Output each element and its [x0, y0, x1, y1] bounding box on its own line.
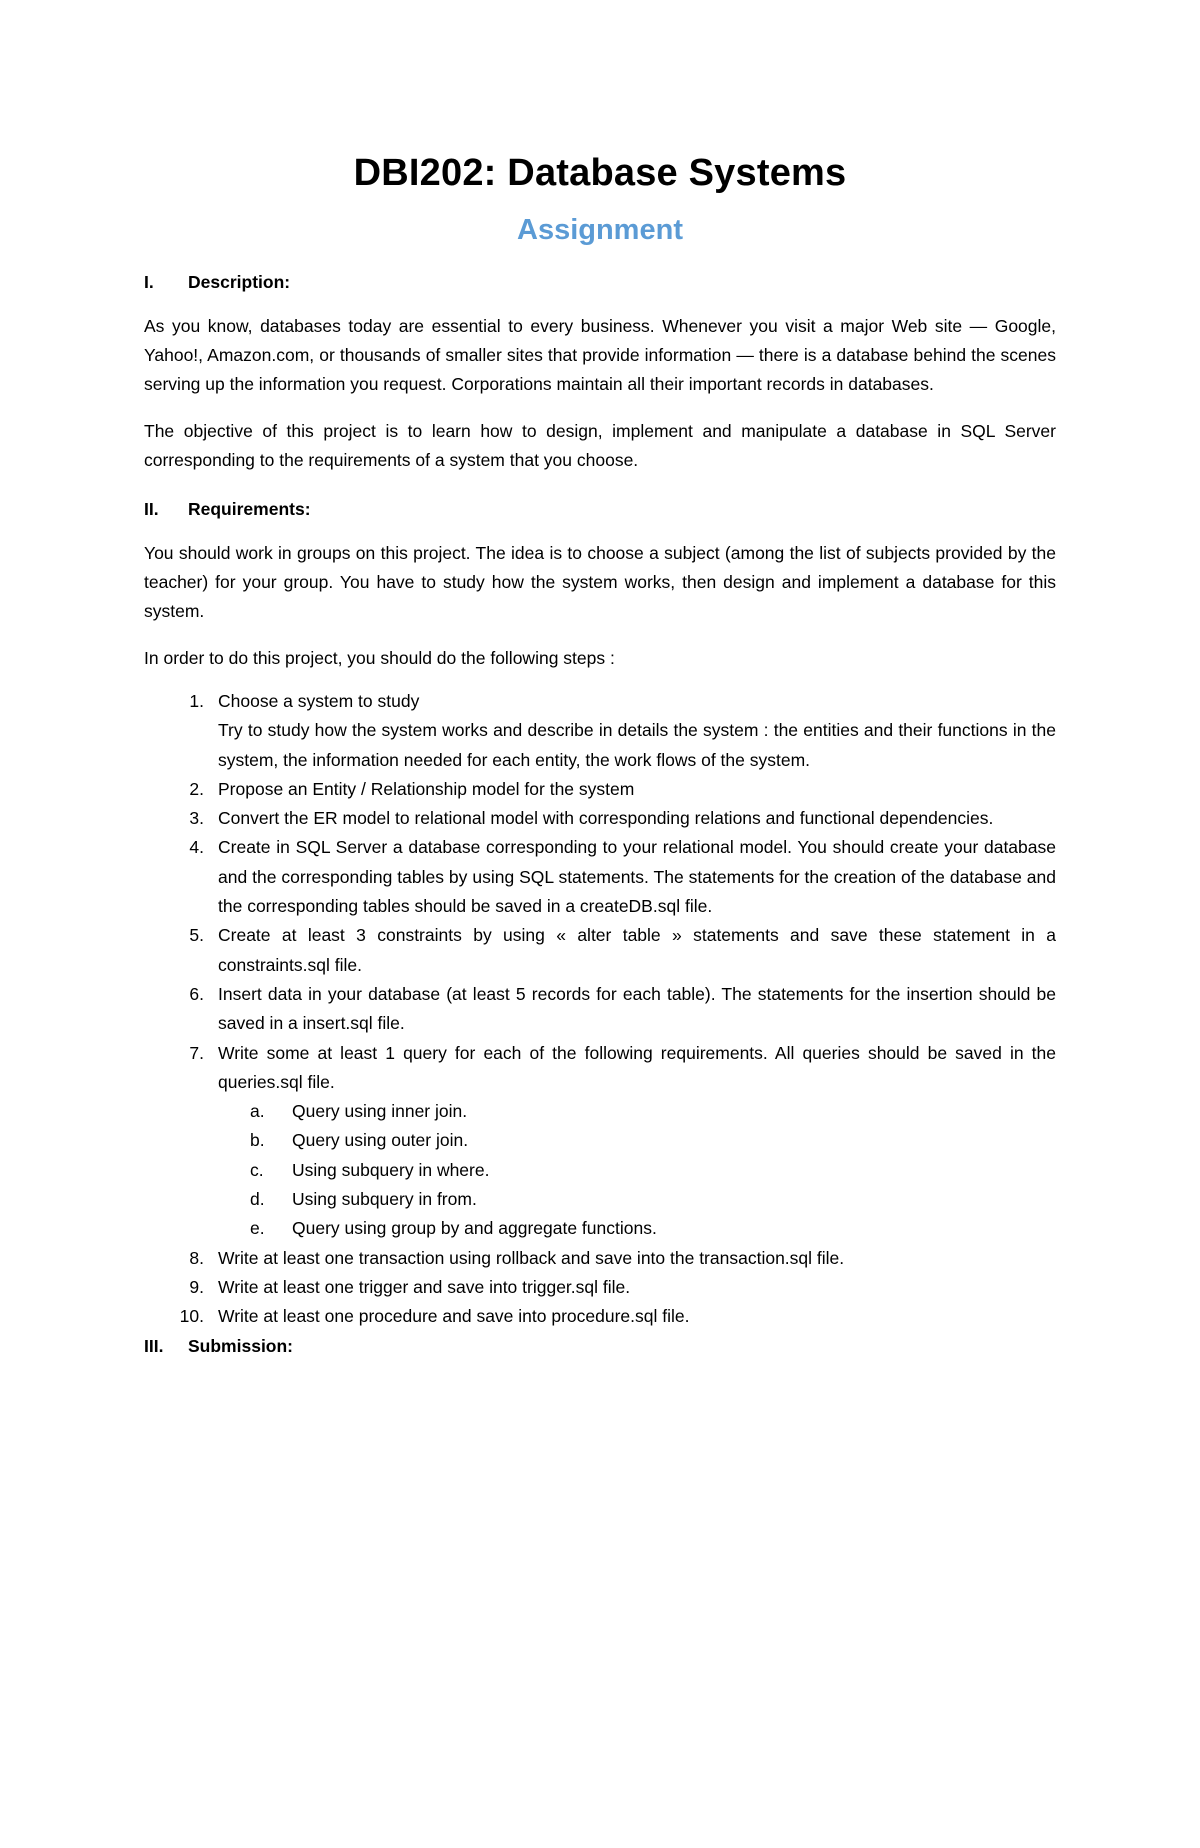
section-number: I.: [144, 272, 154, 292]
list-item-number: 10.: [179, 1306, 204, 1327]
list-item: [144, 1302, 1056, 1331]
sub-list-item: [218, 1214, 1056, 1243]
list-item-text: Write at least one transaction using rollback and save into the transaction.sql file.: [218, 1247, 845, 1268]
list-item-number: 3.: [189, 808, 204, 829]
list-item: [144, 833, 1056, 921]
sub-list-item-letter: d.: [250, 1189, 265, 1210]
sub-list-item: [218, 1156, 1056, 1185]
sub-list-item: [218, 1097, 1056, 1126]
list-item-detail: Try to study how the system works and describe in details the system : the entities and their functions in the system, the information needed for each entity, the work flows of the system.: [218, 720, 1056, 770]
sub-list-item-text: Query using outer join.: [292, 1130, 469, 1151]
requirements-paragraph-2: In order to do this project, you should do the following steps :: [144, 648, 615, 668]
list-item-number: 6.: [189, 983, 204, 1004]
list-item: [144, 775, 1056, 804]
document-title: DBI202: Database Systems: [353, 152, 847, 194]
list-item-number: 8.: [189, 1247, 204, 1268]
list-item-text: Propose an Entity / Relationship model for the system: [218, 778, 635, 799]
sub-list-item-text: Using subquery in where.: [292, 1159, 490, 1180]
list-item: [144, 1244, 1056, 1273]
sub-list-item: [218, 1126, 1056, 1155]
list-item: [144, 1039, 1056, 1244]
section-description-heading: [144, 270, 1056, 294]
sub-list-item-letter: b.: [250, 1130, 265, 1151]
sub-list-item-text: Query using inner join.: [292, 1101, 468, 1122]
list-item-text: Create at least 3 constraints by using « alter table » statements and save these statement in a constraints.sql file.: [218, 925, 1056, 975]
document-subtitle: Assignment: [517, 214, 683, 246]
list-item-text: Create in SQL Server a database corresponding to your relational model. You should create your database and the corresponding tables by using SQL statements. The statements for the creation of the database and the corresponding tables should be saved in a createDB.sql file.: [218, 837, 1056, 917]
list-item: [144, 921, 1056, 980]
substeps-list: [218, 1097, 1056, 1243]
list-item-number: 4.: [189, 837, 204, 858]
sub-list-item-text: Query using group by and aggregate functions.: [292, 1218, 657, 1239]
list-item-number: 5.: [189, 925, 204, 946]
section-title: Requirements:: [188, 499, 311, 519]
list-item: [144, 687, 1056, 775]
sub-list-item-letter: c.: [250, 1159, 264, 1180]
description-paragraph-1: As you know, databases today are essential to every business. Whenever you visit a major Web site — Google, Yahoo!, Amazon.com, or thousands of smaller sites that provide information — there is a database behind the scenes serving up the information you request. Corporations maintain all their important records in databases.: [144, 316, 1056, 394]
list-item-number: 9.: [189, 1276, 204, 1297]
sub-list-item-letter: e.: [250, 1218, 265, 1239]
list-item-text: Write some at least 1 query for each of the following requirements. All queries should be saved in the queries.sql file.: [218, 1042, 1056, 1092]
description-paragraph-2: The objective of this project is to learn how to design, implement and manipulate a database in SQL Server corresponding to the requirements of a system that you choose.: [144, 421, 1056, 470]
list-item-text: Write at least one procedure and save into procedure.sql file.: [218, 1306, 690, 1327]
list-item-text: Write at least one trigger and save into trigger.sql file.: [218, 1276, 631, 1297]
list-item-number: 1.: [189, 691, 204, 711]
section-submission-heading: [144, 1334, 1056, 1358]
list-item: [144, 1273, 1056, 1302]
list-item-text: Insert data in your database (at least 5 records for each table). The statements for the insertion should be saved in a insert.sql file.: [218, 983, 1056, 1034]
section-number: II.: [144, 499, 159, 519]
steps-list: [144, 687, 1056, 1332]
list-item-text: Convert the ER model to relational model with corresponding relations and functional dependencies.: [218, 808, 994, 829]
list-item-number: 2.: [189, 778, 204, 799]
list-item: [144, 980, 1056, 1039]
section-title: Submission:: [188, 1335, 294, 1356]
list-item-number: 7.: [189, 1042, 204, 1063]
section-number: III.: [144, 1335, 164, 1356]
sub-list-item-letter: a.: [250, 1101, 265, 1122]
requirements-paragraph-1: You should work in groups on this project. The idea is to choose a subject (among the list of subjects provided by the teacher) for your group. You have to study how the system works, then design and implement a database for this system.: [144, 543, 1056, 621]
section-requirements-heading: [144, 497, 1056, 521]
list-item-text: Choose a system to study: [218, 691, 420, 711]
sub-list-item: [218, 1185, 1056, 1214]
sub-list-item-text: Using subquery in from.: [292, 1189, 477, 1210]
section-title: Description:: [188, 272, 291, 292]
list-item: [144, 804, 1056, 833]
document-page: [0, 150, 1200, 1848]
